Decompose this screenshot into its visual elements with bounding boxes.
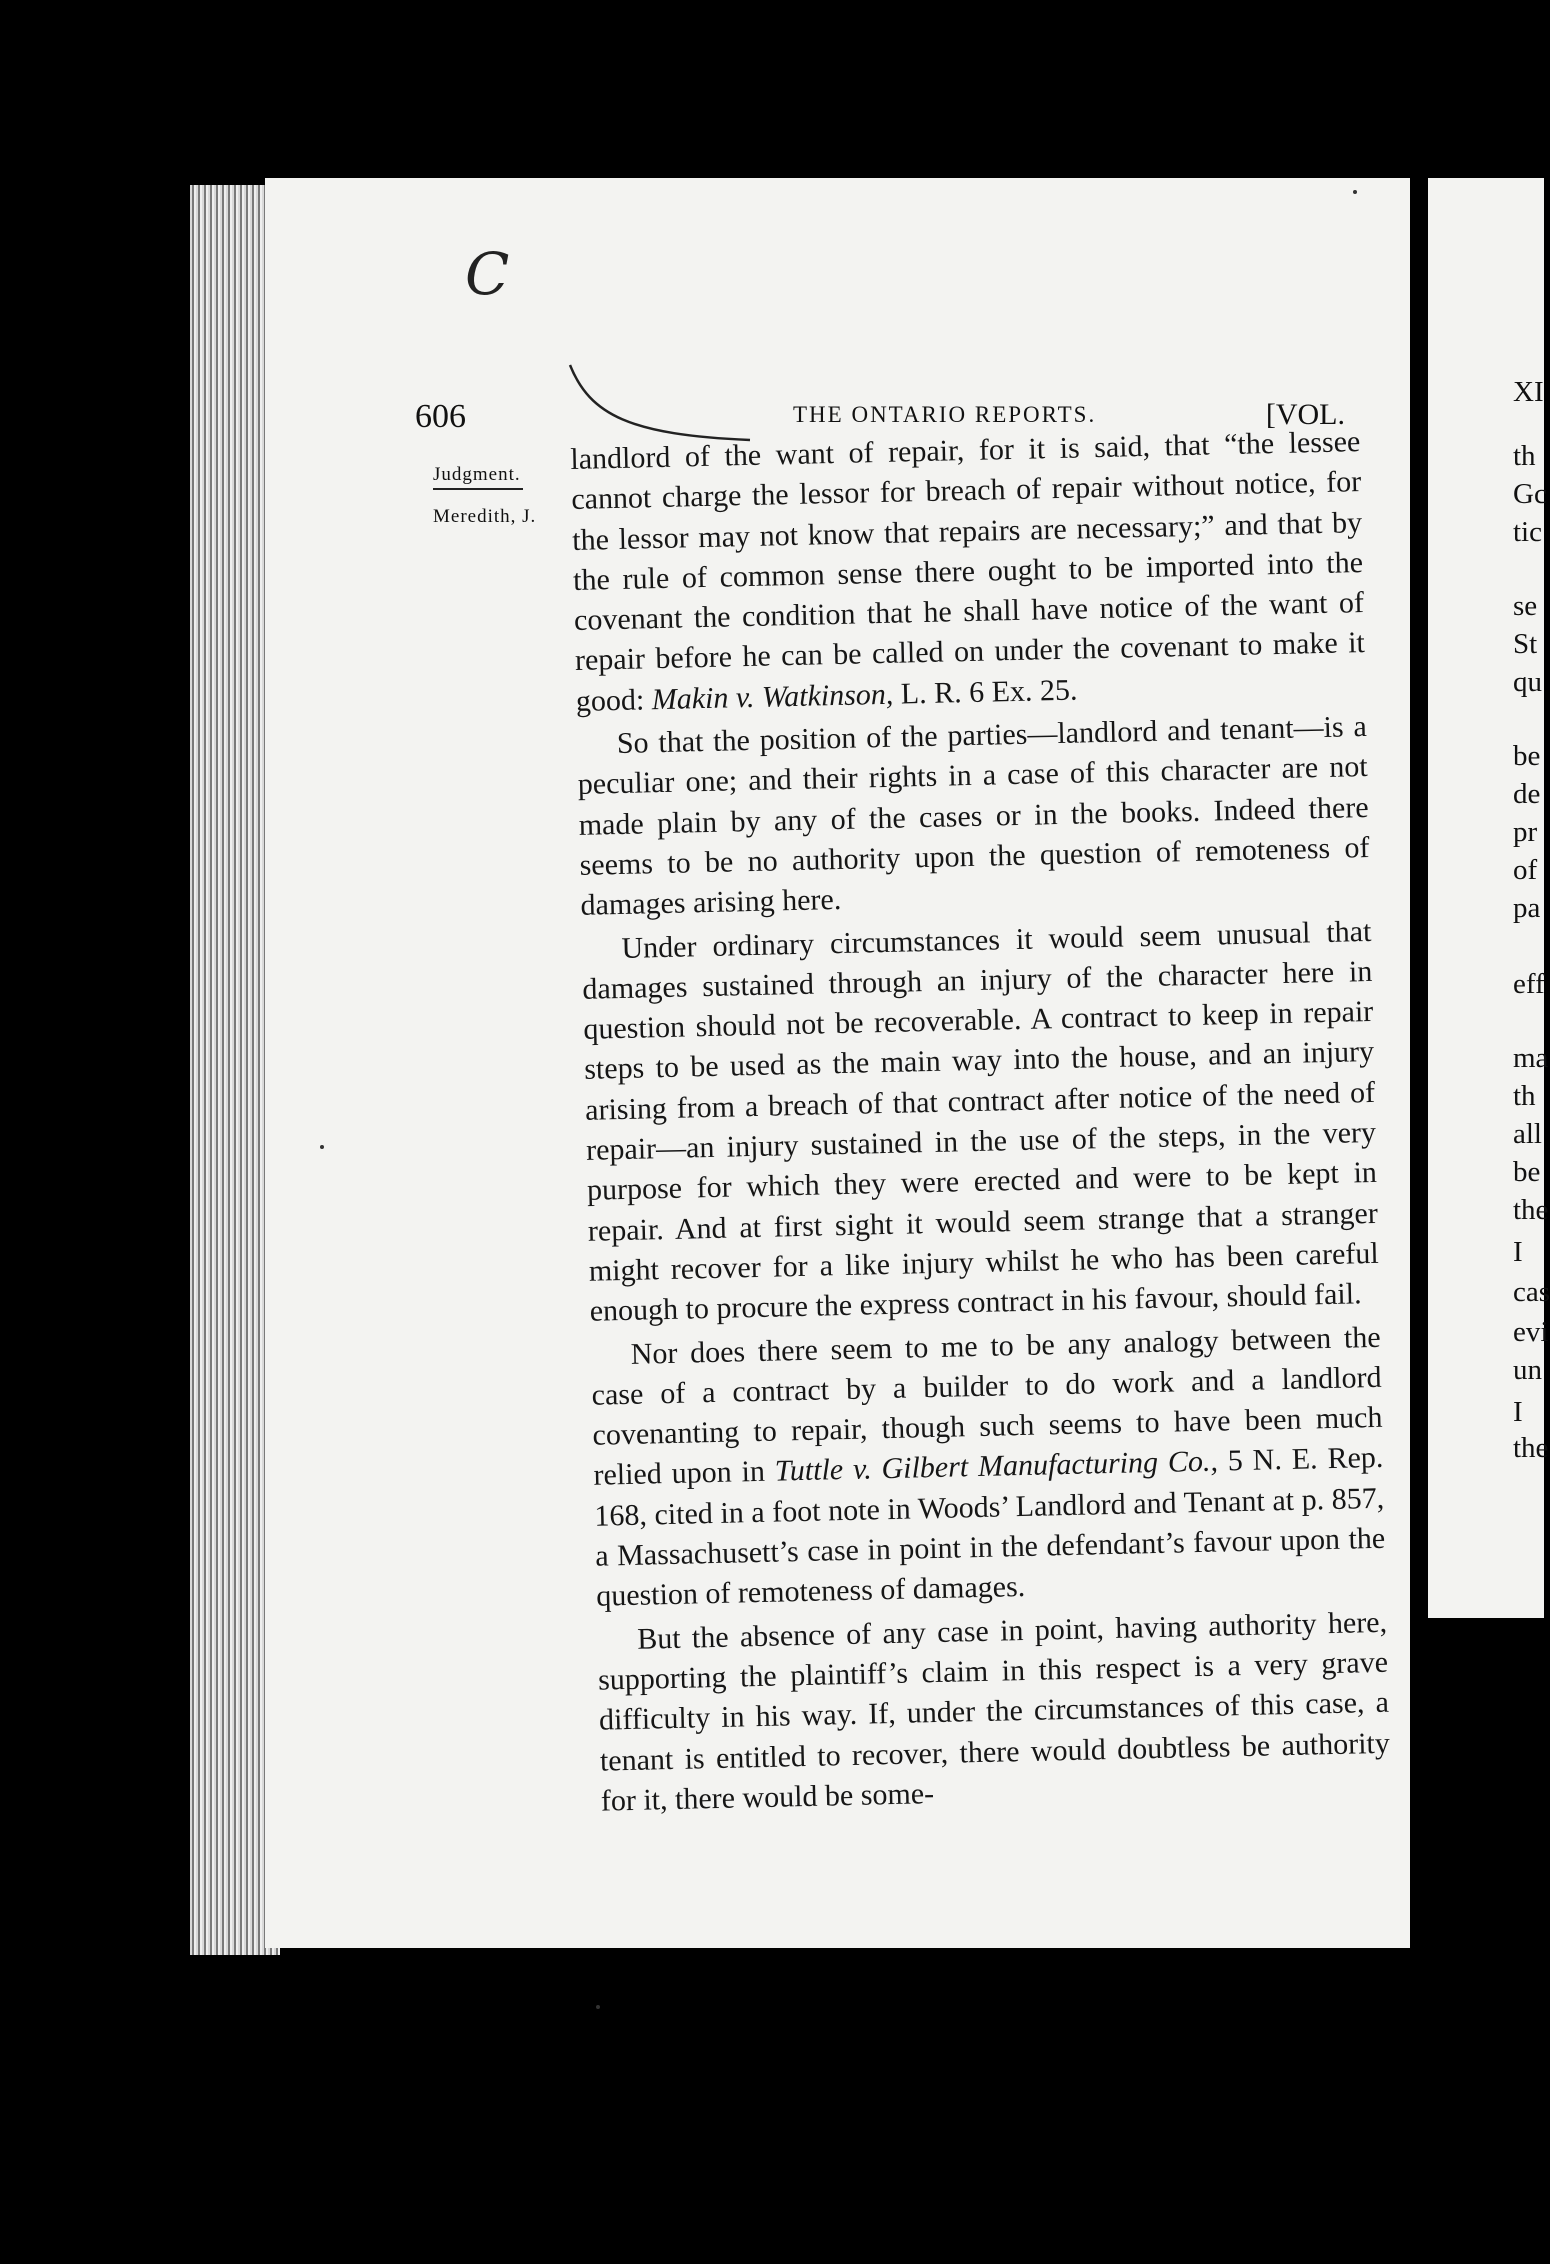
paragraph [590, 1317, 1386, 1617]
adjacent-fragment: the [1513, 1194, 1549, 1226]
paragraph: But the absence of any case in point, having authority here, supporting the plaintiff’s claim in this respect is a very grave difficulty in his way. If, under the circumstances of this case, a tenant is entitled to recover, there would doubtless be authority for it, there would be some- [597, 1605, 1391, 1818]
adjacent-fragment: I [1513, 1236, 1523, 1268]
adjacent-fragment: cas [1513, 1276, 1550, 1308]
adjacent-fragment: XI [1513, 376, 1544, 408]
adjacent-page [1428, 178, 1550, 1618]
adjacent-fragment: un [1513, 1354, 1542, 1386]
adjacent-fragment: pr [1513, 816, 1538, 848]
adjacent-fragment: eff [1513, 968, 1545, 1000]
case-citation: Tuttle v. Gilbert Manufacturing Co., [774, 1444, 1219, 1489]
adjacent-fragment: of [1513, 854, 1538, 886]
pencil-annotation: C [465, 240, 510, 308]
citation-reference: L. R. 6 Ex. 25. [900, 673, 1078, 711]
paragraph-text: landlord of the want of repair, for it is said, that “the lessee cannot charge the lessor for breach of repair without notice, for the lessor may not know that repairs are necessary;” and that by the rule of common sense there ought to be imported into the covenant the condition that he shall have notice of the want of repair before he can be called on under the covenant to make it good: [570, 425, 1366, 718]
adjacent-fragment: th [1513, 1080, 1536, 1112]
paragraph: So that the position of the parties—landlord and tenant—is a peculiar one; and their rights in a case of this character are not made plain by any of the cases or in the books. Indeed there seems to be no authority upon the question of remoteness of damages arising here. [577, 710, 1370, 923]
ink-speck [596, 2005, 600, 2009]
adjacent-fragment: the [1513, 1432, 1549, 1464]
adjacent-fragment: evi [1513, 1316, 1549, 1348]
paragraph: Under ordinary circumstances it would seem unusual that damages sustained through an injury of the character here in question should not be recoverable. A contract to keep in repair steps to be used as the main way into the house, and an injury arising from a breach of that contract after notice of the need of repair—an injury sustained in the use of the steps, in the very purpose for which they were erected and were to be kept in repair. And at first sight it would seem strange that a stranger might recover for a like injury whilst he who has been careful enough to procure the express contract in his favour, should fail. [582, 914, 1380, 1329]
citation-reference: 5 N. E. Rep. 168, cited in a foot note in Woods’ Landlord and Tenant at p. 857, a Massachusett’s case in point in the defendant’s favour upon the question of remoteness of damages. [594, 1441, 1386, 1614]
volume-mark: [VOL. [1265, 398, 1345, 431]
adjacent-fragment: qu [1513, 666, 1542, 698]
adjacent-fragment: Gc [1513, 478, 1547, 510]
margin-section-label: Judgment. [433, 464, 521, 485]
adjacent-fragment: tic [1513, 516, 1542, 548]
case-citation: Makin v. Watkinson, [651, 677, 894, 716]
adjacent-fragment: St [1513, 628, 1538, 660]
ink-speck [320, 1145, 324, 1149]
adjacent-fragment: de [1513, 778, 1541, 810]
scanner-background [0, 0, 1544, 170]
running-head: THE ONTARIO REPORTS. [793, 402, 1097, 427]
adjacent-fragment: se [1513, 590, 1538, 622]
margin-judge-label: Meredith, J. [433, 506, 537, 527]
paragraph [570, 422, 1366, 722]
adjacent-fragment: be [1513, 740, 1541, 772]
page-number: 606 [415, 398, 466, 435]
adjacent-fragment: all [1513, 1118, 1542, 1150]
judgment-text [570, 422, 1391, 1822]
adjacent-fragment: ma [1513, 1042, 1549, 1074]
adjacent-fragment: pa [1513, 892, 1541, 924]
adjacent-fragment: th [1513, 440, 1536, 472]
ink-speck [1353, 190, 1357, 194]
adjacent-fragment: I [1513, 1396, 1523, 1428]
paragraph-text: Nor does there seem to me to be any analogy between the case of a contract by a builder to do work and a landlord covenanting to repair, though such seems to have been much relied upon in [591, 1320, 1383, 1493]
adjacent-fragment: be [1513, 1156, 1541, 1188]
margin-rule [433, 488, 523, 490]
